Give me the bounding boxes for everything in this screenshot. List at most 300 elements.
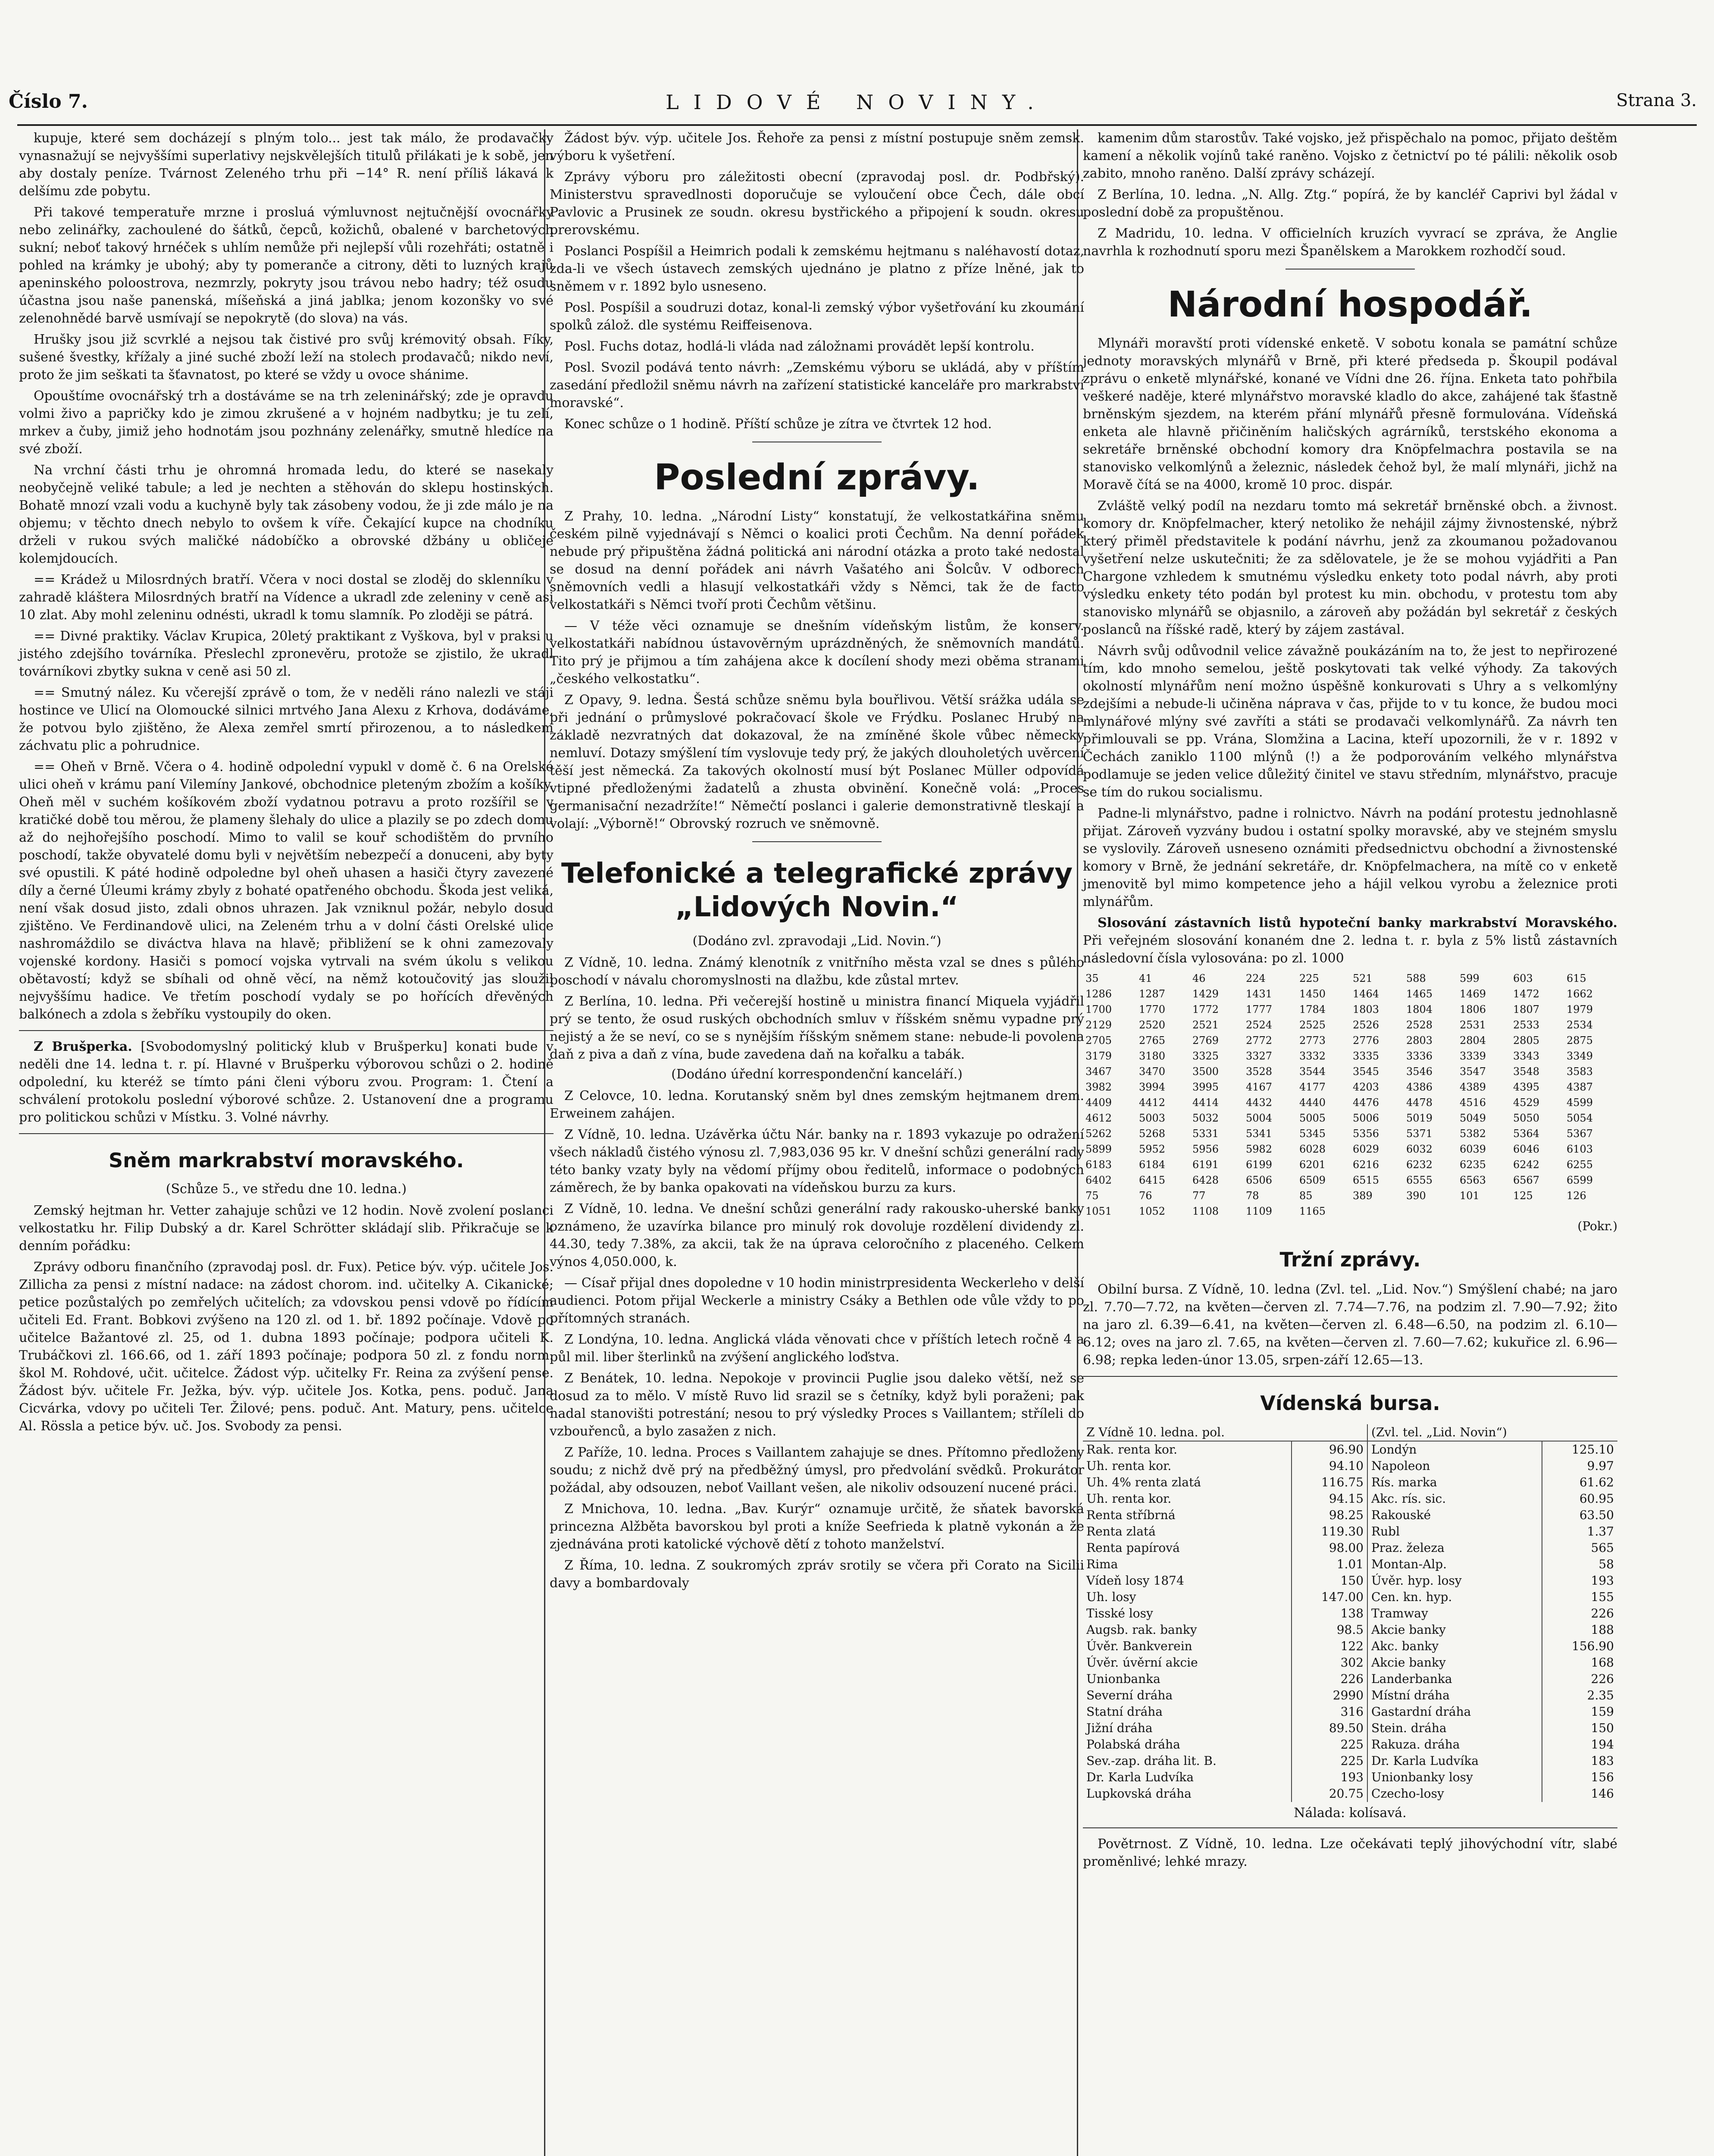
table-row [1083,1474,1617,1491]
table-cell: Akcie banky [1367,1655,1542,1671]
table-cell: 58 [1542,1556,1617,1573]
table-cell: 4440 [1299,1097,1326,1109]
table-cell: Montan-Alp. [1367,1556,1542,1573]
table-cell: 1784 [1299,1003,1326,1015]
table-cell: 6506 [1246,1174,1273,1186]
table-cell: 1431 [1246,988,1273,1000]
club-notice [19,1038,554,1126]
table-cell: 77 [1192,1190,1206,1202]
table-cell: 6184 [1139,1159,1166,1171]
table-cell: 3336 [1406,1050,1433,1062]
table-cell: 4409 [1085,1097,1112,1109]
table-cell: 193 [1292,1769,1367,1786]
section-title-telefonicke: Telefonické a telegrafické zprávy „Lidových Novin.“ [561,858,1073,923]
table-cell: 5899 [1085,1143,1112,1155]
section-rule [752,841,882,842]
article-paragraph: Zprávy výboru pro záležitosti obecní (zpravodaj posl. dr. Podbřský). Ministerstvu spravedlnosti doporučuje se vyloučení obce Čech, dále obcí Pavlovic a Prusinek ze soudn. okresu bystřického a připojení k soudn. okresu prerovskému. [550,169,1084,238]
news-item: == Divné praktiky. Václav Krupica, 20letý praktikant z Vyškova, byl v praksi u jistého zdejšího továrníka. Přeslechl zpronevěru, protože se zjistilo, že ukradl továrníkovi zbytky sukna v ceně asi 50 zl. [19,629,554,679]
table-cell: Unionbanky losy [1367,1769,1542,1786]
table-cell: 101 [1460,1190,1479,1202]
table-cell: 390 [1406,1190,1426,1202]
table-cell: 2521 [1192,1019,1219,1031]
table-cell: 225 [1292,1736,1367,1753]
table-cell: 3343 [1513,1050,1540,1062]
news-item: Z Mnichova, 10. ledna. „Bav. Kurýr“ oznamuje určitě, že sňatek bavorská princezna Alžběta bavorskou byl proti a kníže Seefrieda k platně vykonán a že zjednávána proti katolické výchově dětí z tohoto manželství. [550,1501,1084,1552]
table-cell: 119.30 [1292,1523,1367,1540]
table-cell: 150 [1292,1573,1367,1589]
article-paragraph: Zvláště velký podíl na nezdaru tomto má sekretář brněnské obch. a živnost. komory dr. Knöpfelmacher, který netoliko že nehájil zájmy živnostenské, nýbrž který přiměl představitele k podání návrhu, jenž za zkoumanou požadovanou vyšetření nelze uskutečniti; že za sdělovatele, je že se mohou vyjádřiti a Pan Chargone vzhledem k smutnému výsledku enkety toto podal návrh, aby proti výsledku enkety této podán byl protest ku min. obchodu, v protestu tom aby stanovisko mlynářů se objasnilo, a zároveň aby požádán byl sekretář z českých poslanců na říšské radě, který by zájem zastával. [1083,498,1617,637]
table-cell: 3982 [1085,1081,1112,1093]
section-rule [1083,1827,1617,1828]
table-cell: Rak. renta kor. [1086,1442,1178,1457]
table-header-row [1083,1424,1617,1441]
table-cell: Napoleon [1367,1458,1542,1474]
table-row [1083,1753,1617,1769]
table-cell: 5004 [1246,1112,1273,1124]
table-row [1083,1491,1617,1507]
table-cell: 3547 [1460,1065,1486,1078]
table-cell: 89.50 [1292,1720,1367,1736]
table-cell: Úvěr. hyp. losy [1367,1573,1542,1589]
table-cell: 1450 [1299,988,1326,1000]
table-cell: 4389 [1460,1081,1486,1093]
table-cell: Uh. renta kor. [1086,1459,1172,1473]
table-cell: 147.00 [1292,1589,1367,1605]
table-cell: 6255 [1567,1159,1593,1171]
table-cell: 2772 [1246,1034,1273,1047]
table-cell: 5345 [1299,1128,1326,1140]
table-cell: Rakouské [1367,1507,1542,1523]
table-cell: 6242 [1513,1159,1540,1171]
table-row [1083,1523,1617,1540]
table-row [1083,1638,1617,1655]
column-1 [19,129,554,1438]
table-cell: Augsb. rak. banky [1086,1623,1197,1637]
table-header-left: Z Vídně 10. ledna. pol. [1083,1424,1367,1441]
table-cell: 5049 [1460,1112,1486,1124]
market-mood: Nálada: kolísavá. [1294,1805,1407,1821]
table-cell: 98.00 [1292,1540,1367,1556]
table-cell: 94.10 [1292,1458,1367,1474]
table-cell: 1770 [1139,1003,1166,1015]
table-cell: 1109 [1246,1205,1273,1217]
table-cell: 2528 [1406,1019,1433,1031]
table-cell: 60.95 [1542,1491,1617,1507]
table-cell: 226 [1542,1671,1617,1687]
table-cell: 302 [1292,1655,1367,1671]
table-cell: 1.01 [1292,1556,1367,1573]
table-cell: 3327 [1246,1050,1273,1062]
table-row [1083,1736,1617,1753]
table-row [1083,1048,1617,1064]
table-cell: 3335 [1353,1050,1379,1062]
table-cell: 61.62 [1542,1474,1617,1491]
section-rule [1083,1376,1617,1377]
table-cell: Uh. losy [1086,1590,1136,1604]
table-row [1083,1441,1617,1458]
table-cell [1511,1203,1564,1219]
table-cell: 588 [1406,972,1426,984]
table-cell: Rubl [1367,1523,1542,1540]
news-item: == Krádež u Milosrdných bratří. Včera v noci dostal se zloděj do sklenníku v zahradě kláštera Milosrdných bratří na Vídence a ukradl zde zeleniny v ceně asi 10 zlat. Aby mohl zeleninu odnésti, ukradl k tomu slamník. Po zloději se pátrá. [19,572,554,623]
table-cell: 63.50 [1542,1507,1617,1523]
table-cell: 4414 [1192,1097,1219,1109]
article-paragraph: Poslanci Pospíšil a Heimrich podali k zemskému hejtmanu s naléhavostí dotaz, zda-li ve všech ústavech zemských ujednáno je platno z příze lněné, jak to sněmem v r. 1892 bylo usneseno. [550,244,1084,294]
table-cell: 3500 [1192,1065,1219,1078]
table-cell: 96.90 [1292,1441,1367,1458]
article-paragraph: Na vrchní části trhu je ohromná hromada ledu, do které se nasekaly neobyčejně veliké tabule; a led je nechten a stěhován do sklepu hostinských. Bohatě mnozí vzali vodu a kuchyně byly tak zásobeny vodou, že ji zde málo je na objemu; v těchto dnech nebylo to ovšem k víře. Čekající kupce na chodníku drželi v rukou svých maličké nádobíčko a obrovské džbány u obličeje kolemjdoucích. [19,463,554,566]
news-item: Z Londýna, 10. ledna. Anglická vláda věnovati chce v příštích letech ročně 4 a půl mil. liber šterlinků na zvýšení anglického loďstva. [550,1332,1084,1365]
table-cell: 138 [1292,1605,1367,1622]
table-cell: 6415 [1139,1174,1166,1186]
table-cell: 94.15 [1292,1491,1367,1507]
table-cell: 226 [1542,1605,1617,1622]
news-item: Z Celovce, 10. ledna. Korutanský sněm byl dnes zemským hejtmanem drem. Erweinem zahájen. [550,1088,1084,1121]
table-cell: 1662 [1567,988,1593,1000]
table-cell: 1051 [1085,1205,1112,1217]
table-cell: 6191 [1192,1159,1219,1171]
table-cell: 5382 [1460,1128,1486,1140]
table-cell: Londýn [1367,1441,1542,1458]
table-cell: Rís. marka [1367,1474,1542,1491]
lottery-numbers-table [1083,971,1617,1219]
table-row [1083,1110,1617,1126]
table-cell: 2805 [1513,1034,1540,1047]
table-row [1083,1769,1617,1786]
column-3 [1083,129,1617,1874]
table-cell: 155 [1542,1589,1617,1605]
table-cell: 2524 [1246,1019,1273,1031]
table-cell: 2875 [1567,1034,1593,1047]
table-cell: Renta zlatá [1086,1524,1156,1539]
table-cell: Unionbanka [1086,1672,1160,1686]
table-cell: 6567 [1513,1174,1540,1186]
table-cell: 6563 [1460,1174,1486,1186]
section-title-trzni: Tržní zprávy. [1279,1248,1421,1271]
table-row [1083,1141,1617,1157]
article-paragraph: Při takové temperatuře mrzne i prosluá výmluvnost nejtučnější ovocnářky nebo zelinářky, zachoulené do šátků, čepců, kožichů, obalené v barchetových sukní; neboť takový hrnéček s uhlím nemůže při nejlepší vůli rozehřáti; ostatně i pohled na krámky je ubohý; aby ty pomeranče a citrony, děti to luzných krajů apeninského poloostrova, nezmrzly, pokryty jsou trávou nebo hadry; též osudu účastna jsou naše panenská, míšeňská a jiná jablka; jenom kozonšky vo své zelenohnědé barvě usmívají se nepokrytě (do slova) na vás. [19,205,554,326]
table-row [1083,1017,1617,1033]
table-header-right: (Zvl. tel. „Lid. Novin“) [1367,1424,1617,1441]
table-cell: 4412 [1139,1097,1166,1109]
table-cell: Statní dráha [1086,1705,1163,1719]
table-cell: 6028 [1299,1143,1326,1155]
table-cell: 3467 [1085,1065,1112,1078]
table-row [1083,986,1617,1002]
news-item: Z Madridu, 10. ledna. V officielních kruzích vyvrací se zpráva, že Anglie navrhla k rozhodnutí sporu mezi Španělskem a Marokkem rozhodčí soud. [1083,226,1617,259]
club-notice-heading: Z Brušperka. [34,1039,132,1054]
table-cell: 46 [1192,972,1206,984]
table-cell: Akcie banky [1367,1622,1542,1638]
table-cell: 6515 [1353,1174,1379,1186]
news-item: Z Vídně, 10. ledna. Uzávěrka účtu Nár. banky na r. 1893 vykazuje po odražení všech nákladů čistého výnosu zl. 7,983,036 95 kr. V dnešní schůzi generální rady této banky vzaty byly na vědomí příjmy obou ředitelů, informace o podobných záměrech, že by banka opakovati na vídeňskou burzu za kurs. [550,1127,1084,1195]
lottery-text: Při veřejném slosování konaném dne 2. ledna t. r. byla z 5% listů zástavních následovní čísla vylosována: po zl. 1000 [1083,933,1617,966]
table-row [1083,1458,1617,1474]
table-cell: 6183 [1085,1159,1112,1171]
table-cell: 3546 [1406,1065,1433,1078]
table-cell: 316 [1292,1704,1367,1720]
table-row [1083,1507,1617,1523]
table-cell: 224 [1246,972,1266,984]
table-cell: 1469 [1460,988,1486,1000]
table-cell: Rima [1086,1557,1118,1571]
table-cell: 2.35 [1542,1687,1617,1704]
table-cell: 1165 [1299,1205,1326,1217]
table-cell: 3470 [1139,1065,1166,1078]
table-cell: 5371 [1406,1128,1433,1140]
table-row [1083,1064,1617,1079]
table-cell: 5331 [1192,1128,1219,1140]
table-cell: 3349 [1567,1050,1593,1062]
table-row [1083,1622,1617,1638]
table-cell: 125.10 [1542,1441,1617,1458]
table-cell: 615 [1567,972,1586,984]
table-cell: 2520 [1139,1019,1166,1031]
news-item: Z Paříže, 10. ledna. Proces s Vaillantem zahajuje se dnes. Přítomno předloženy soudu; z nichž dvě prý na předběžný úmysl, pro předvolání svědků. Prokurátor požádal, aby odsouzen, neboť Vaillant vešen, ale nikoliv odsouzení nucené práci. [550,1445,1084,1495]
table-cell: 4476 [1353,1097,1379,1109]
table-cell: 1472 [1513,988,1540,1000]
news-item: Z Vídně, 10. ledna. Ve dnešní schůzi generální rady rakousko-uherské banky oznámeno, že uzavírka bilance pro minulý rok dovoluje rozdělení dividendy zl. 44.30, tedy 7.38%, za akcii, tak že na úprava celoročního z placeného. Celkem výnos 4,050.000, k. [550,1201,1084,1269]
table-cell: Gastardní dráha [1367,1704,1542,1720]
section-rule [19,1133,554,1134]
table-cell: Stein. dráha [1367,1720,1542,1736]
table-cell: Cen. kn. hyp. [1367,1589,1542,1605]
table-cell: 146 [1542,1786,1617,1802]
table-cell: 1700 [1085,1003,1112,1015]
table-cell: Polabská dráha [1086,1737,1180,1752]
table-cell: 3994 [1139,1081,1166,1093]
news-item: Z Prahy, 10. ledna. „Národní Listy“ konstatují, že velkostatkářina sněmu českém pilně vyjednávají s Němci o koalici proti Čechům. Na denní pořádek nebude prý připuštěna žádná politická ani národní otázka a proto také nedostal se dosud na denní pořádek ani návrh Vašatého ani Šolcův. V odborech sněmovních vedli a hlasují velkostatkáři vždy s Němci, tak že de facto velkostatkáři s Němci tvoří proti Čechům většinu. [550,509,1084,612]
table-cell: 4386 [1406,1081,1433,1093]
section-title-snem: Sněm markrabství moravského. [108,1149,464,1172]
table-cell: 5268 [1139,1128,1166,1140]
table-cell: Úvěr. úvěrní akcie [1086,1655,1198,1670]
weather-report: Povětrnost. Z Vídně, 10. ledna. Lze očekávati teplý jihovýchodní vítr, slabé proměnlivé; lehké mrazy. [1083,1836,1617,1869]
news-item: Z Vídně, 10. ledna. Známý klenotník z vnitřního města vzal se dnes s půlého poschodí v návalu choromyslnosti na dlažbu, kde zůstal mrtev. [550,955,1084,988]
table-cell: 1979 [1567,1003,1593,1015]
table-cell: 2773 [1299,1034,1326,1047]
table-cell: Sev.-zap. dráha lit. B. [1086,1754,1217,1768]
table-cell: 2776 [1353,1034,1379,1047]
section-title-bursa: Vídenská bursa. [1260,1391,1440,1415]
table-cell: 5367 [1567,1128,1593,1140]
section-rule [19,1030,554,1031]
table-row [1083,1605,1617,1622]
table-cell: 9.97 [1542,1458,1617,1474]
table-cell: 225 [1292,1753,1367,1769]
table-cell: 2525 [1299,1019,1326,1031]
table-cell: 2533 [1513,1019,1540,1031]
table-cell: 5364 [1513,1128,1540,1140]
table-cell: 6509 [1299,1174,1326,1186]
table-cell: 1806 [1460,1003,1486,1015]
page-header [9,91,1705,125]
table-cell: 3179 [1085,1050,1112,1062]
lottery-heading: Slosování zástavních listů hypoteční banky markrabství Moravského. [1098,915,1617,931]
news-item: Z Berlína, 10. ledna. Při večerejší hostině u ministra financí Miquela vyjádřil prý se tento, že osud ruských obchodních smluv v říšském sněmu vypadne prý nejistý a že se neví, co se s nynějším říšským sněmem stane: nebude-li povolena daň z piva a daň z vína, bude zavedena daň na kořalku a tabák. [550,994,1084,1062]
table-cell: Akc. banky [1367,1638,1542,1655]
table-row [1083,1720,1617,1736]
table-row [1083,1704,1617,1720]
table-cell: 6232 [1406,1159,1433,1171]
table-cell: 76 [1139,1190,1152,1202]
table-cell [1404,1203,1457,1219]
table-row [1083,1079,1617,1095]
table-cell: Místní dráha [1367,1687,1542,1704]
table-cell: 6428 [1192,1174,1219,1186]
table-cell: Lupkovská dráha [1086,1786,1192,1801]
column-2 [550,129,1084,1595]
table-cell: 1807 [1513,1003,1540,1015]
news-item: kamenim dům starostův. Také vojsko, jež přispěchalo na pomoc, přijato deštěm kamení a několik vojínů také raněno. Vojsko z četnictví po té pálili: několik osob zabito, mnoho raněno. Další zprávy scházejí. [1083,131,1617,181]
table-cell: 6103 [1567,1143,1593,1155]
table-cell: 6555 [1406,1174,1433,1186]
table-cell [1457,1203,1511,1219]
table-cell: 5982 [1246,1143,1273,1155]
table-cell: 6199 [1246,1159,1273,1171]
article-paragraph: Posl. Fuchs dotaz, hodlá-li vláda nad záložnami provádět lepší kontrolu. [564,339,1035,354]
table-cell: Rakuza. dráha [1367,1736,1542,1753]
table-cell: 126 [1567,1190,1586,1202]
news-item: Z Opavy, 9. ledna. Šestá schůze sněmu byla bouřlivou. Větší srážka udála se při jednání o průmyslové pokračovací škole ve Frýdku. Poslanec Hrubý na základě nezvratných dat dokazoval, že na zmíněné škole vůbec německy nemluví. Dotazy smýšlení tím vyslovuje tedy prý, že jakých dlouholetých uvěrcení těší jest německá. Za takových okolností musí být Poslanec Müller odpovídá vtipné předloženými žadatelů a zhusta obvinění. Konečně volá: „Proces germanisační nezadržíte!“ Němečtí poslanci i galerie demonstrativně tleskají a volají: „Výborně!“ Obrovský rozruch ve sněmovně. [550,693,1084,831]
table-cell: 4432 [1246,1097,1273,1109]
section-subtitle: (Schůze 5., ve středu dne 10. ledna.) [166,1181,407,1197]
table-cell: 5341 [1246,1128,1273,1140]
news-item: — V téže věci oznamuje se dnešním vídeňským listům, že konserv. velkostatkáři nabídnou ústavověrným uprázdněných, že sněmovních mandátů. Tito prý je přijmou a tím zahájena akce k docílení shody mezi oběma stranami „českého velkostatku“. [550,618,1084,686]
table-cell: 5050 [1513,1112,1540,1124]
table-cell: 159 [1542,1704,1617,1720]
issue-number: Číslo 7. [9,91,88,113]
table-row [1083,1126,1617,1141]
table-cell: 5006 [1353,1112,1379,1124]
table-cell: 5054 [1567,1112,1593,1124]
table-row [1083,1033,1617,1048]
section-title-posledni: Poslední zprávy. [654,457,980,498]
table-cell: 41 [1139,972,1152,984]
continued-note: (Pokr.) [1577,1219,1617,1233]
table-cell: Praz. železa [1367,1540,1542,1556]
table-row [1083,1188,1617,1203]
source-note: (Dodáno úřední korrespondenční kanceláří.) [671,1067,963,1082]
table-cell: 98.25 [1292,1507,1367,1523]
article-paragraph: Opouštíme ovocnářský trh a dostáváme se na trh zeleninářský; zde je opravdu volmi živo a papričky kdo je zimou zkrušené a v hojném nadbytku; je tu zelí, mrkev a čuby, jimiž jeho hodnotám jsou pozhnány zelenářky, smutně hledíce na své zboží. [19,389,554,457]
table-cell: 6032 [1406,1143,1433,1155]
table-cell: 2769 [1192,1034,1219,1047]
table-cell: 1429 [1192,988,1219,1000]
article-paragraph: Hrušky jsou již scvrklé a nejsou tak čistivé pro svůj krémovitý obsah. Fíky, sušené švestky, křížaly a jiné suché zboží leží na stolech prodavačů; nikdo neví, proto že jim seškati ta šťavnatost, po které se vždy u ovoce shánime. [19,332,554,382]
table-cell: 226 [1292,1671,1367,1687]
table-row [1083,1573,1617,1589]
table-cell: 4395 [1513,1081,1540,1093]
news-item: == Oheň v Brně. Včera o 4. hodině odpolední vypukl v domě č. 6 na Orelské ulici oheň v krámu paní Vilemíny Jankové, obchodnice pleteným zbožím a košíky. Oheň měl v suchém košíkovém zboží vydatnou potravu a proto rozšířil se v kratičké době tou měrou, že plameny šlehaly do ulice a plazily se po zdech domu až do nejhořejšího poschodí. Mimo to valil se kouř schodištěm do prvního poschodí, takže obyvatelé domu byli v největším nebezpečí a donuceni, aby byty své opustili. K páté hodině odpoledne byl oheň uhasen a hasiči čtyry zavezené díly a černé Úleumi krámy zbyly z bohaté opatřeného obchodu. Škoda jest veliká, není však dosud jisto, zdali obnos uhrazen. Jak vzniknul požár, nebylo dosud zjištěno. Ve Ferdinandově ulici, na Zeleném trhu a v dolní části Orelské ulice nashromáždilo se diváctva hlava na hlavě; přibližení se k ohni zamezovaly vojenské kordony. Hasiči s pomocí vojska vytrvali na svém úkolu s velikou obětavostí; když se sbíhali od ohně věcí, na němž kotoučovitý jas sloužil nejvyššímu hadice. Ve třetím poschodí vydaly se po hořících dřevěných balkónech a zdola s žebříku vystoupily do oken. [19,759,554,1022]
table-cell: 156 [1542,1769,1617,1786]
table-cell: 6235 [1460,1159,1486,1171]
lottery-notice [1083,914,1617,967]
table-cell: 75 [1085,1190,1099,1202]
table-cell: Úvěr. Bankverein [1086,1639,1192,1653]
table-cell: 4387 [1567,1081,1593,1093]
table-cell: Renta papírová [1086,1541,1180,1555]
table-row [1083,1786,1617,1802]
table-cell [1350,1203,1404,1219]
table-cell: 4478 [1406,1097,1433,1109]
news-item: Z Říma, 10. ledna. Z soukromých zpráv srotily se včera při Corato na Sicilii davy a bombardovaly [550,1558,1084,1591]
header-rule [17,124,1697,126]
table-cell: 4529 [1513,1097,1540,1109]
table-cell: Uh. 4% renta zlatá [1086,1475,1201,1489]
table-row [1083,1095,1617,1110]
table-cell: 2803 [1406,1034,1433,1047]
article-paragraph: kupuje, které sem docházejí s plným tolo... jest tak málo, že prodavačky vynasnažují se nejvyššími superlativy nejskvělejších titulů přilákati je k sobě, jen aby dostaly peníze. Tvárnost Zeleného trhu při −14° R. není příliš lákavá k delšímu zde pobytu. [19,131,554,199]
article-paragraph: Zemský hejtman hr. Vetter zahajuje schůzi ve 12 hodin. Nově zvolení poslanci velkostatku hr. Filip Dubský a dr. Karel Schrötter skládají slib. Přikračuje se k denním pořádku: [19,1203,554,1253]
table-cell: 225 [1299,972,1319,984]
table-cell: 85 [1299,1190,1313,1202]
table-cell: 1772 [1192,1003,1219,1015]
table-cell: 6599 [1567,1174,1593,1186]
table-cell: 3544 [1299,1065,1326,1078]
table-cell: 168 [1542,1655,1617,1671]
table-cell: 6402 [1085,1174,1112,1186]
table-cell: 1287 [1139,988,1166,1000]
table-cell: 5005 [1299,1112,1326,1124]
table-cell: 2990 [1292,1687,1367,1704]
table-cell: 1804 [1406,1003,1433,1015]
table-cell: Tisské losy [1086,1606,1153,1620]
table-cell: Dr. Karla Ludvíka [1367,1753,1542,1769]
table-cell: 3548 [1513,1065,1540,1078]
section-subtitle: (Dodáno zvl. zpravodaji „Lid. Novin.“) [692,934,941,949]
table-cell: 194 [1542,1736,1617,1753]
table-cell: Czecho-losy [1367,1786,1542,1802]
table-cell: 4599 [1567,1097,1593,1109]
table-row [1083,1671,1617,1687]
table-cell: 183 [1542,1753,1617,1769]
table-cell [1564,1203,1617,1219]
table-cell: 5019 [1406,1112,1433,1124]
table-cell: 1777 [1246,1003,1273,1015]
table-cell: 599 [1460,972,1479,984]
table-row [1083,1172,1617,1188]
table-cell: 35 [1085,972,1099,984]
article-paragraph: Zprávy odboru finančního (zpravodaj posl. dr. Fux). Petice býv. výp. učitele Jos. Zillicha za pensi z místní nadace: na zádost chorom. ind. učitelky A. Cikanické; petice pozůstalých po zemřelých učitelích; za vdovskou pensi vdově po řídícím učiteli Ed. Frant. Bobkovi zvýšeno na 120 zl. od 1. bř. 1892 počínaje. Vdově po učitelce Bažantové zl. 25, od 1. dubna 1893 počínaje; podpora učiteli K. Trubáčkovi zl. 166.66, od 1. září 1893 počínaje; podpora 50 zl. z fondu norm. škol M. Rohdové, učit. učitelce. Žádost výp. učitelky Fr. Reina za zvýšení pense. Žádost býv. učitele Fr. Ježka, býv. výp. učitele Jos. Kotka, pens. poduč. Jana Cicvárka, vdovy po učiteli Ter. Žilové; pens. poduč. Ant. Matury, pens. učitelce Al. Rössla a petice býv. uč. Jos. Svobody za pensi. [19,1260,554,1434]
table-cell: 3339 [1460,1050,1486,1062]
section-title-narodni: Národní hospodář. [1167,284,1533,325]
news-item: == Smutný nález. Ku včerejší zprávě o tom, že v neděli ráno nalezli ve stáji hostince ve Ulicí na Olomoucké silnici mrtvého Jana Alexu z Krhova, dodáváme, že potvou bylo zjištěno, že Alexa zemřel smrtí přirozenou, a to následkem záchvatu plic a pohrudnice. [19,685,554,753]
table-cell: Akc. rís. sic. [1367,1491,1542,1507]
table-cell: 3995 [1192,1081,1219,1093]
table-cell: 3325 [1192,1050,1219,1062]
table-cell: 122 [1292,1638,1367,1655]
table-cell: 2705 [1085,1034,1112,1047]
table-cell: Uh. renta kor. [1086,1492,1172,1506]
table-cell: 1286 [1085,988,1112,1000]
table-cell: 5356 [1353,1128,1379,1140]
article-paragraph: Návrh svůj odůvodnil velice závažně poukázáním na to, že jest to nepřirozené tím, kdo mnoho semelou, ještě poskytovati tak velké výhody. Za takových okolností mlynářům není možno úspěšně konkurovati s Uhry a s velkomlýny zdejšími a nebude-li učiněna náprava v čas, přijde to v tu konce, že budou moci mlynářové mlýny své zavříti a státi se prodavači velkomlynářů. Za návrh ten přimlouvali se pp. Vrána, Slomžina a Lacina, kteří upozornili, že v r. 1892 v Čechách zaniklo 1100 mlýnů (!) a že podporováním velkého mlynářstva podlamuje se jeden velice důležitý činitel ve stavu středním, mlynářstvo, pracuje se tím do rukou socialismu. [1083,643,1617,800]
club-notice-text: [Svobodomyslný politický klub v Brušperku] konati bude v neděli dne 14. ledna t. r. pí. Hlavné v Brušperku výborovou schůzi o 2. hodině odpolední, ku kteréž se tímto páni členi výboru zvou. Program: 1. Čtení a schválení protokolu poslední výborové schůze. 2. Ustanovení dne a programu pro politickou schůzi v Místku. 3. Volné návrhy. [19,1039,554,1125]
table-cell: 6029 [1353,1143,1379,1155]
news-item: Z Benátek, 10. ledna. Nepokoje v provincii Puglie jsou daleko větší, než se dosud za to mělo. V místě Ruvo lid srazil se s četníky, když byli poraženi; pak nadal stanovišti potrestání; nesou to prý výsledky Proces s Vaillantem; stříleli do vzbouřenců, a bylo zasažen z nich. [550,1371,1084,1439]
table-cell: 116.75 [1292,1474,1367,1491]
table-cell: Landerbanka [1367,1671,1542,1687]
table-cell: Tramway [1367,1605,1542,1622]
table-cell: 6039 [1460,1143,1486,1155]
table-cell: 389 [1353,1190,1373,1202]
table-cell: 2129 [1085,1019,1112,1031]
table-cell: 3528 [1246,1065,1273,1078]
table-row [1083,1540,1617,1556]
table-cell: 521 [1353,972,1373,984]
table-cell: 6046 [1513,1143,1540,1155]
